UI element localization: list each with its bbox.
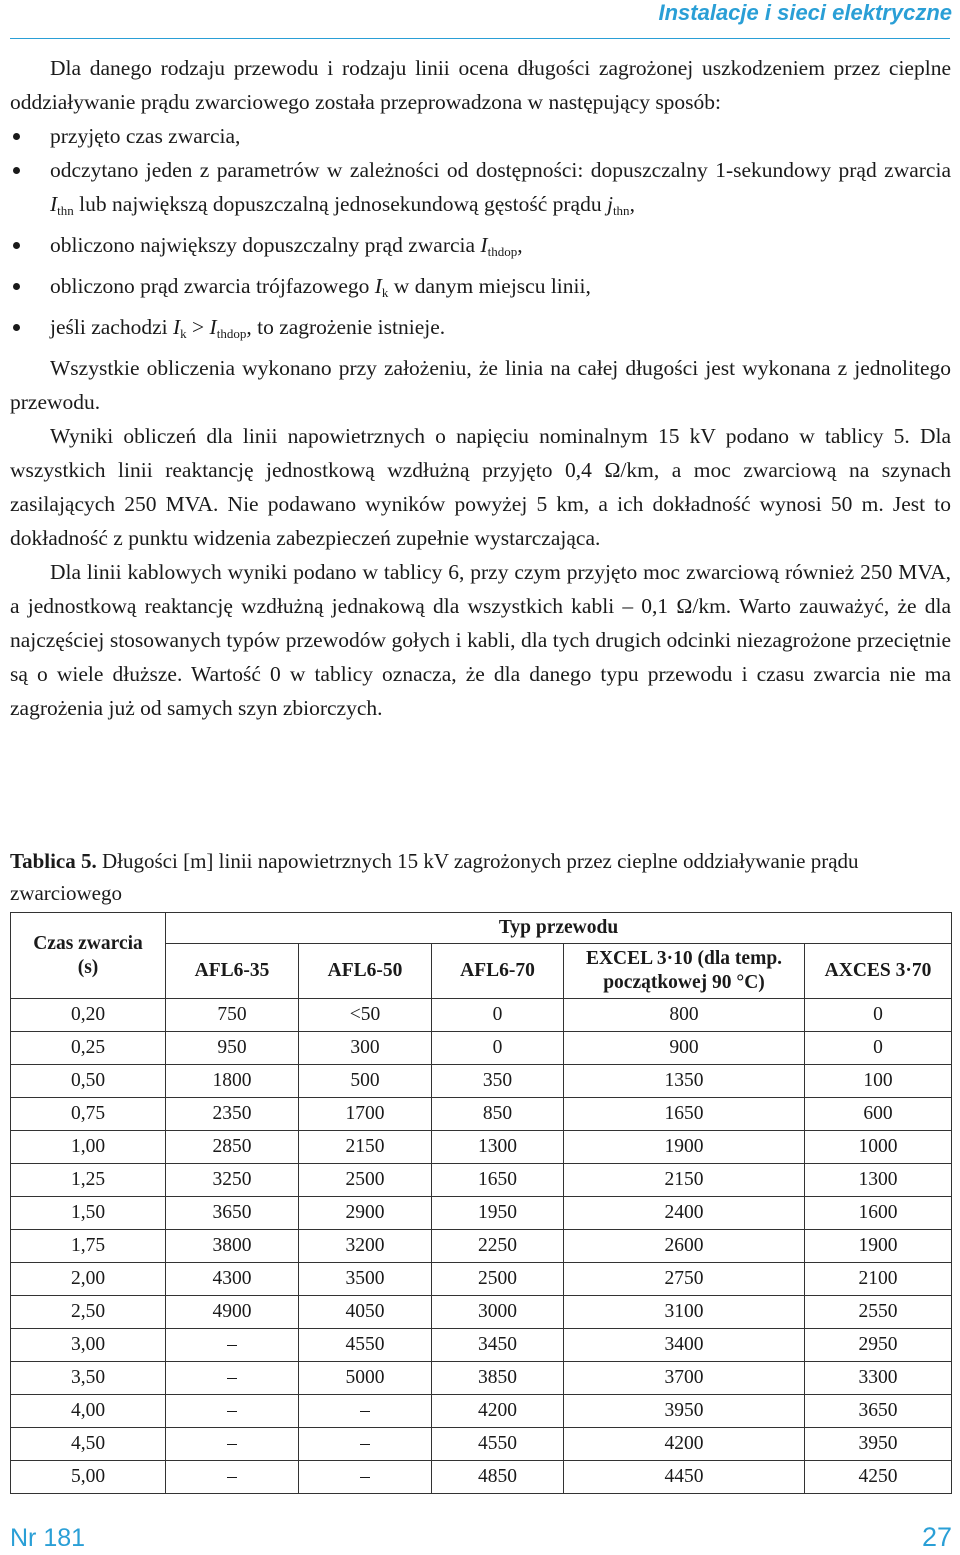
- length-cell: 900: [564, 1032, 805, 1065]
- length-cell: 3400: [564, 1329, 805, 1362]
- length-cell: 0: [432, 999, 564, 1032]
- table-row: [11, 1032, 952, 1065]
- length-cell: 4300: [166, 1263, 299, 1296]
- length-cell: 1700: [299, 1098, 432, 1131]
- symbol-i: I: [50, 192, 58, 216]
- subscript: thn: [612, 203, 630, 218]
- column-header: AFL6-70: [432, 944, 564, 999]
- length-cell: 4200: [432, 1395, 564, 1428]
- time-cell: 0,75: [11, 1098, 166, 1131]
- length-cell: 2400: [564, 1197, 805, 1230]
- length-cell: 350: [432, 1065, 564, 1098]
- time-cell: 1,75: [11, 1230, 166, 1263]
- bullet-text: w danym miejscu linii,: [393, 274, 591, 298]
- table-row: [11, 1461, 952, 1494]
- length-cell: 750: [166, 999, 299, 1032]
- length-cell: 600: [805, 1098, 952, 1131]
- symbol-j: j: [606, 192, 613, 216]
- length-cell: 0: [805, 999, 952, 1032]
- length-cell: 4250: [805, 1461, 952, 1494]
- table-row: [11, 1164, 952, 1197]
- length-cell: 5000: [299, 1362, 432, 1395]
- length-cell: –: [299, 1428, 432, 1461]
- time-cell: 5,00: [11, 1461, 166, 1494]
- length-cell: 1300: [432, 1131, 564, 1164]
- column-header: AXCES 3·70: [805, 944, 952, 999]
- length-cell: 1900: [564, 1131, 805, 1164]
- table-row: [11, 1263, 952, 1296]
- length-cell: 1000: [805, 1131, 952, 1164]
- length-cell: 3800: [166, 1230, 299, 1263]
- bullet-item: [10, 119, 951, 153]
- symbol-i: I: [480, 233, 488, 257]
- length-cell: 3700: [564, 1362, 805, 1395]
- length-cell: 1800: [166, 1065, 299, 1098]
- time-cell: 3,50: [11, 1362, 166, 1395]
- length-cell: 3950: [564, 1395, 805, 1428]
- subscript: thdop: [487, 244, 518, 259]
- length-cell: 2550: [805, 1296, 952, 1329]
- time-cell: 2,50: [11, 1296, 166, 1329]
- length-cell: 950: [166, 1032, 299, 1065]
- table-row: [11, 1197, 952, 1230]
- length-cell: 2150: [564, 1164, 805, 1197]
- length-cell: –: [166, 1329, 299, 1362]
- bullet-item: [10, 269, 951, 310]
- table-caption-label: Tablica 5.: [10, 849, 97, 873]
- length-cell: 2150: [299, 1131, 432, 1164]
- symbol-i: I: [374, 274, 382, 298]
- journal-section-title: Instalacje i sieci elektryczne: [658, 0, 952, 25]
- data-table: [10, 912, 952, 1494]
- table-row: [11, 1329, 952, 1362]
- length-cell: 4050: [299, 1296, 432, 1329]
- time-cell: 3,00: [11, 1329, 166, 1362]
- table-row: [11, 1362, 952, 1395]
- length-cell: 4200: [564, 1428, 805, 1461]
- issue-number: Nr 181: [10, 1524, 86, 1552]
- header-time-line1: Czas zwarcia: [33, 932, 143, 954]
- table-body: [11, 999, 952, 1494]
- time-cell: 4,50: [11, 1428, 166, 1461]
- symbol-i: I: [209, 315, 217, 339]
- length-cell: 3850: [432, 1362, 564, 1395]
- length-cell: 3000: [432, 1296, 564, 1329]
- length-cell: 4900: [166, 1296, 299, 1329]
- length-cell: 1300: [805, 1164, 952, 1197]
- length-cell: 2750: [564, 1263, 805, 1296]
- header-time-line2: (s): [77, 956, 99, 978]
- length-cell: 3100: [564, 1296, 805, 1329]
- page-number: 27: [921, 1522, 952, 1552]
- time-cell: 1,00: [11, 1131, 166, 1164]
- length-cell: 3650: [166, 1197, 299, 1230]
- header-cable-type-group: Typ przewodu: [166, 913, 952, 944]
- bullet-text: obliczono prąd zwarcia trójfazowego: [50, 274, 370, 298]
- length-cell: 4550: [299, 1329, 432, 1362]
- table-row: [11, 1230, 952, 1263]
- length-cell: 1350: [564, 1065, 805, 1098]
- column-header: AFL6-50: [299, 944, 432, 999]
- time-cell: 0,20: [11, 999, 166, 1032]
- bullet-text: odczytano jeden z parametrów w zależności od dostępności: dopuszczalny 1-sekundowy prąd zwarcia: [50, 158, 951, 182]
- length-cell: 3450: [432, 1329, 564, 1362]
- length-cell: 1650: [432, 1164, 564, 1197]
- table-caption: [10, 845, 951, 909]
- punctuation: ,: [517, 233, 523, 257]
- time-cell: 1,50: [11, 1197, 166, 1230]
- bullet-text: lub największą dopuszczalną jednosekundową gęstość prądu: [79, 192, 602, 216]
- length-cell: 2900: [299, 1197, 432, 1230]
- length-cell: 0: [805, 1032, 952, 1065]
- table-row: [11, 999, 952, 1032]
- subscript: k: [180, 326, 187, 341]
- length-cell: 1900: [805, 1230, 952, 1263]
- time-cell: 0,25: [11, 1032, 166, 1065]
- length-cell: –: [166, 1395, 299, 1428]
- paragraph-cable-results: Dla linii kablowych wyniki podano w tablicy 6, przy czym przyjęto moc zwarciową również 250 MVA, a jednostkową reaktancję wzdłużną jednakową dla wszystkich kabli – 0,1 Ω/km. Warto zauważyć, że dla najczęściej stosowanych typów przewodów gołych i kabli, dla tych drugich odcinki niezagrożone przeciętnie są o wiele dłuższe. Wartość 0 w tablicy oznacza, że dla danego typu przewodu i czasu zwarcia nie ma zagrożenia już od samych szyn zbiorczych.: [10, 560, 951, 720]
- length-cell: 4850: [432, 1461, 564, 1494]
- length-cell: 850: [432, 1098, 564, 1131]
- length-cell: –: [166, 1461, 299, 1494]
- bullet-text: jeśli zachodzi: [50, 315, 168, 339]
- time-cell: 2,00: [11, 1263, 166, 1296]
- subscript: k: [381, 285, 389, 300]
- length-cell: –: [166, 1428, 299, 1461]
- length-cell: –: [299, 1461, 432, 1494]
- paragraph-intro: Dla danego rodzaju przewodu i rodzaju linii ocena długości zagrożonej uszkodzeniem przez cieplne oddziaływanie prądu zwarciowego została przeprowadzona w następujący sposób:: [10, 56, 951, 114]
- bullet-item: [10, 153, 951, 228]
- length-cell: 2250: [432, 1230, 564, 1263]
- length-cell: 1950: [432, 1197, 564, 1230]
- paragraph-assumption: Wszystkie obliczenia wykonano przy założeniu, że linia na całej długości jest wykonana z jednolitego przewodu.: [10, 356, 951, 414]
- length-cell: 1650: [564, 1098, 805, 1131]
- table-row: [11, 1395, 952, 1428]
- method-bullet-list: [10, 119, 951, 351]
- table-row: [11, 1131, 952, 1164]
- bullet-item: [10, 228, 951, 269]
- bullet-text: , to zagrożenie istnieje.: [246, 315, 446, 339]
- length-cell: <50: [299, 999, 432, 1032]
- bullet-text: obliczono największy dopuszczalny prąd zwarcia: [50, 233, 476, 257]
- article-body: [10, 51, 951, 725]
- length-cell: 2500: [299, 1164, 432, 1197]
- length-cell: 1600: [805, 1197, 952, 1230]
- length-cell: 3950: [805, 1428, 952, 1461]
- length-cell: 4550: [432, 1428, 564, 1461]
- length-cell: 2950: [805, 1329, 952, 1362]
- table-row: [11, 1428, 952, 1461]
- length-cell: 2850: [166, 1131, 299, 1164]
- length-cell: 2350: [166, 1098, 299, 1131]
- column-header: AFL6-35: [166, 944, 299, 999]
- time-cell: 1,25: [11, 1164, 166, 1197]
- symbol-i: I: [172, 315, 181, 339]
- time-cell: 0,50: [11, 1065, 166, 1098]
- length-cell: 3250: [166, 1164, 299, 1197]
- length-cell: 500: [299, 1065, 432, 1098]
- bullet-text: przyjęto czas zwarcia,: [50, 124, 241, 148]
- length-cell: 2100: [805, 1263, 952, 1296]
- table-row: [11, 1098, 952, 1131]
- length-cell: –: [166, 1362, 299, 1395]
- length-cell: 300: [299, 1032, 432, 1065]
- length-cell: –: [299, 1395, 432, 1428]
- table-caption-text: Długości [m] linii napowietrznych 15 kV zagrożonych przez cieplne oddziaływanie prądu zwarciowego: [10, 849, 859, 905]
- subscript: thdop: [216, 326, 247, 341]
- subscript: thn: [57, 203, 74, 218]
- length-cell: 800: [564, 999, 805, 1032]
- length-cell: 0: [432, 1032, 564, 1065]
- length-cell: 100: [805, 1065, 952, 1098]
- header-divider: [10, 38, 950, 39]
- length-cell: 3300: [805, 1362, 952, 1395]
- header-time: [11, 913, 166, 999]
- length-cell: 4450: [564, 1461, 805, 1494]
- length-cell: 2600: [564, 1230, 805, 1263]
- length-cell: 3500: [299, 1263, 432, 1296]
- bullet-item: [10, 310, 951, 351]
- length-cell: 3650: [805, 1395, 952, 1428]
- operator: >: [192, 315, 205, 339]
- time-cell: 4,00: [11, 1395, 166, 1428]
- column-header: EXCEL 3·10 (dla temp. początkowej 90 °C): [564, 944, 805, 999]
- length-cell: 2500: [432, 1263, 564, 1296]
- paragraph-overhead-results: Wyniki obliczeń dla linii napowietrznych o napięciu nominalnym 15 kV podano w tablicy 5. Dla wszystkich linii reaktancję jednostkową wzdłużną przyjęto 0,4 Ω/km, a moc zwarciową na szynach zasilających 250 MVA. Nie podawano wyników powyżej 5 km, a ich dokładność wynosi 50 m. Jest to dokładność z punktu widzenia zabezpieczeń zupełnie wystarczająca.: [10, 424, 951, 550]
- table-row: [11, 1065, 952, 1098]
- table-row: [11, 1296, 952, 1329]
- length-cell: 3200: [299, 1230, 432, 1263]
- punctuation: ,: [629, 192, 635, 216]
